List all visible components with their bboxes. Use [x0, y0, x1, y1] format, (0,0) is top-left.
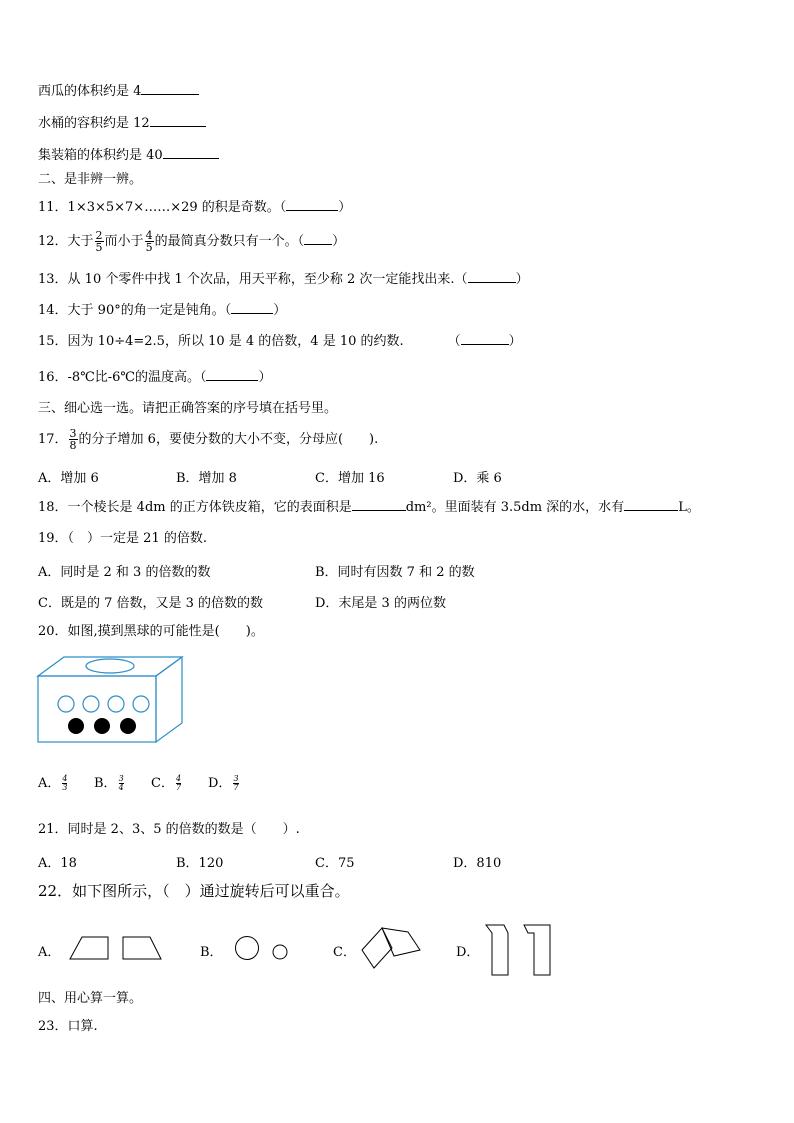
q22-b-circles [232, 932, 292, 964]
question-22: 22．如下图所示，（ ）通过旋转后可以重合。 [38, 882, 350, 900]
q17-option-d[interactable]: D．乘 6 [453, 471, 502, 486]
q22-option-d[interactable]: D． [456, 945, 480, 960]
trapezoid-shape [70, 937, 108, 959]
black-ball [68, 718, 84, 734]
q17-option-c[interactable]: C．增加 16 [315, 471, 385, 486]
black-ball [120, 718, 136, 734]
fill-line-container: 集装箱的体积约是 40 [38, 146, 219, 165]
question-12: 12．大于 $\frac{2}{5}$ 而小于 $\frac{4}{5}$ 的最简真分数只有一个。（ ） [38, 229, 346, 254]
q21-option-a[interactable]: A．18 [38, 856, 77, 871]
section-4-title: 四、用心算一算。 [38, 991, 143, 1006]
q22-a-trapezoids [68, 934, 164, 962]
q20-option-d[interactable]: D． $\frac{3}{7}$ [208, 774, 239, 792]
answer-blank[interactable] [286, 198, 338, 211]
answer-blank[interactable] [624, 498, 678, 511]
q21-option-b[interactable]: B．120 [176, 856, 224, 871]
q20-option-b[interactable]: B． $\frac{3}{4}$ [94, 774, 124, 792]
q19-option-a[interactable]: A．同时是 2 和 3 的倍数的数 [38, 565, 211, 580]
q20-option-a[interactable]: A． $\frac{4}{3}$ [38, 774, 68, 792]
question-16: 16．-8℃比-6℃的温度高。（ ） [38, 370, 272, 385]
question-20: 20．如图,摸到黑球的可能性是( )。 [38, 624, 264, 639]
fill-line-watermelon: 西瓜的体积约是 4 [38, 82, 199, 101]
answer-blank[interactable] [150, 114, 206, 127]
answer-blank[interactable] [231, 301, 273, 314]
box-side [156, 657, 182, 742]
fraction-3-8: $\frac{3}{8}$ [69, 427, 77, 452]
question-17: 17． $\frac{3}{8}$ 的分子增加 6，要使分数的大小不变，分母应( ). [38, 427, 379, 452]
column-shape [486, 925, 508, 975]
answer-blank[interactable] [461, 332, 509, 345]
q17-option-b[interactable]: B．增加 8 [176, 471, 237, 486]
white-ball [133, 696, 149, 712]
question-19: 19．（ ）一定是 21 的倍数. [38, 531, 207, 546]
question-23: 23．口算. [38, 1019, 98, 1034]
q19-option-c[interactable]: C．既是的 7 倍数，又是 3 的倍数的数 [38, 596, 264, 611]
q19-option-d[interactable]: D．末尾是 3 的两位数 [315, 596, 446, 611]
q20-option-c[interactable]: C． $\frac{4}{7}$ [151, 774, 182, 792]
q19-option-b[interactable]: B．同时有因数 7 和 2 的数 [315, 565, 475, 580]
answer-blank[interactable] [206, 368, 258, 381]
fraction-4-5: $\frac{4}{5}$ [145, 229, 153, 254]
answer-blank[interactable] [141, 82, 199, 95]
ball-box-figure [36, 654, 186, 746]
white-ball [58, 696, 74, 712]
black-ball [94, 718, 110, 734]
question-21: 21．同时是 2、3、5 的倍数的数是（ ）. [38, 822, 300, 837]
fraction-2-5: $\frac{2}{5}$ [95, 229, 103, 254]
column-shape [524, 925, 550, 975]
q22-d-shapes [484, 922, 554, 978]
answer-blank[interactable] [468, 270, 516, 283]
circle-shape [236, 937, 259, 960]
question-15: 15．因为 10÷4=2.5，所以 10 是 4 的倍数，4 是 10 的约数. （ ） [38, 334, 522, 349]
circle-shape [273, 945, 287, 959]
trapezoid-shape [123, 937, 161, 959]
white-ball [83, 696, 99, 712]
fill-line-bucket: 水桶的容积约是 12 [38, 114, 206, 133]
q21-option-d[interactable]: D．810 [453, 856, 502, 871]
q21-option-c[interactable]: C．75 [315, 856, 355, 871]
white-ball [108, 696, 124, 712]
question-11: 11．1×3×5×7×……×29 的积是奇数。（ ） [38, 200, 352, 215]
q22-option-a[interactable]: A． [38, 945, 61, 960]
quadrilateral-shape [362, 928, 392, 968]
answer-blank[interactable] [352, 498, 406, 511]
q22-option-b[interactable]: B． [200, 945, 223, 960]
box-opening [86, 659, 134, 673]
answer-blank[interactable] [304, 232, 332, 245]
question-14: 14．大于 90°的角一定是钝角。（ ） [38, 303, 287, 318]
section-3-title: 三、细心选一选。请把正确答案的序号填在括号里。 [38, 401, 338, 416]
section-2-title: 二、是非辨一辨。 [38, 172, 143, 187]
q17-option-a[interactable]: A．增加 6 [38, 471, 99, 486]
quadrilateral-shape [382, 928, 420, 956]
q22-option-c[interactable]: C． [333, 945, 356, 960]
q22-c-quadrilaterals [358, 924, 424, 972]
question-18: 18．一个棱长是 4dm 的正方体铁皮箱，它的表面积是 dm²。里面装有 3.5dm 深的水，水有 L。 [38, 500, 700, 515]
answer-blank[interactable] [163, 146, 219, 159]
question-13: 13．从 10 个零件中找 1 个次品，用天平称，至少称 2 次一定能找出来.（ ） [38, 272, 529, 287]
